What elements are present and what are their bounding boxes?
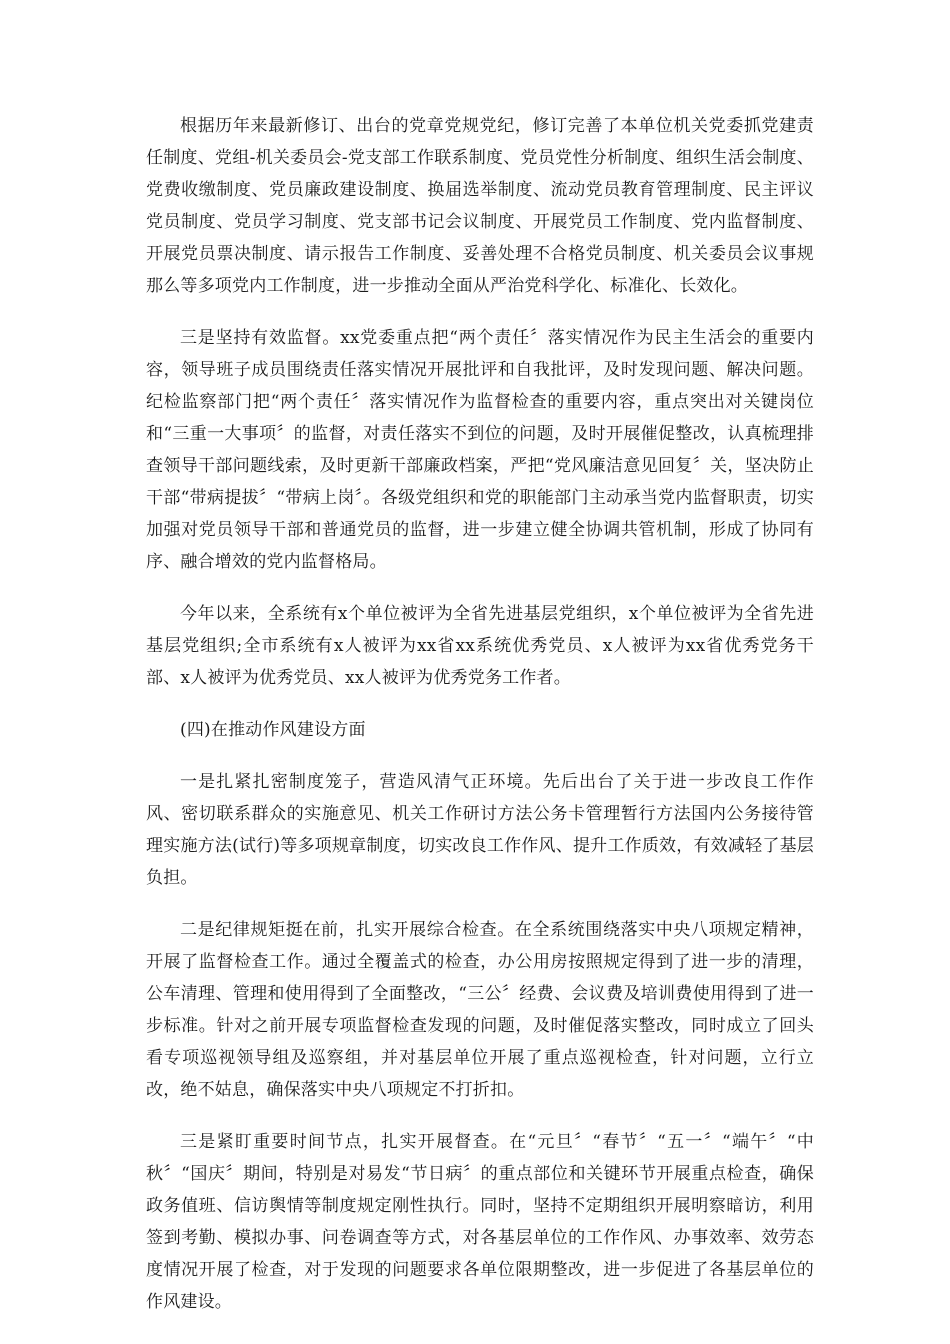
paragraph-holiday-supervision: 三是紧盯重要时间节点，扎实开展督查。在“元旦〞“春节〞“五一〞“端午〞“中秋〞“国庆〞期间，特别是对易发“节日病〞的重点部位和关键环节开展重点检查，确保政务值班、信访舆情等制度规定刚性执行。同时，坚持不定期组织开展明察暗访，利用签到考勤、模拟办事、问卷调查等方式，对各基层单位的工作作风、办事效率、效劳态度情况开展了检查，对于发现的问题要求各单位限期整改，进一步促进了各基层单位的作风建设。 [146, 1132, 814, 1312]
paragraph-party-regulations: 根据历年来最新修订、出台的党章党规党纪，修订完善了本单位机关党委抓党建责任制度、党组-机关委员会-党支部工作联系制度、党员党性分析制度、组织生活会制度、党费收缴制度、党员廉政建设制度、换届选举制度、流动党员教育管理制度、民主评议党员制度、党员学习制度、党支部书记会议制度、开展党员工作制度、党内监督制度、开展党员票决制度、请示报告工作制度、妥善处理不合格党员制度、机关委员会议事规那么等多项党内工作制度，进一步推动全面从严治党科学化、标准化、长效化。 [146, 116, 814, 296]
document-body [146, 110, 814, 1338]
paragraph-discipline-inspection: 二是纪律规矩挺在前，扎实开展综合检查。在全系统围绕落实中央八项规定精神，开展了监督检查工作。通过全覆盖式的检查，办公用房按照规定得到了进一步的清理，公车清理、管理和使用得到了全面整改，“三公〞经费、会议费及培训费使用得到了进一步标准。针对之前开展专项监督检查发现的问题，及时催促落实整改，同时成立了回头看专项巡视领导组及巡察组，并对基层单位开展了重点巡视检查，针对问题，立行立改，绝不姑息，确保落实中央八项规定不打折扣。 [146, 920, 814, 1100]
paragraph-awards: 今年以来，全系统有x个单位被评为全省先进基层党组织，x个单位被评为全省先进基层党组织;全市系统有x人被评为xx省xx系统优秀党员、x人被评为xx省优秀党务干部、x人被评为优秀党员、xx人被评为优秀党务工作者。 [146, 604, 814, 688]
section-heading-work-style: (四)在推动作风建设方面 [180, 720, 366, 740]
paragraph-system-cage: 一是扎紧扎密制度笼子，营造风清气正环境。先后出台了关于进一步改良工作作风、密切联系群众的实施意见、机关工作研讨方法公务卡管理暂行方法国内公务接待管理实施方法(试行)等多项规章制度，切实改良工作作风、提升工作质效，有效减轻了基层负担。 [146, 772, 814, 888]
paragraph-effective-supervision: 三是坚持有效监督。xx党委重点把“两个责任〞落实情况作为民主生活会的重要内容，领导班子成员围绕责任落实情况开展批评和自我批评，及时发现问题、解决问题。纪检监察部门把“两个责任〞落实情况作为监督检查的重要内容，重点突出对关键岗位和“三重一大事项〞的监督，对责任落实不到位的问题，及时开展催促整改，认真梳理排查领导干部问题线索，及时更新干部廉政档案，严把“党风廉洁意见回复〞关，坚决防止干部“带病提拔〞“带病上岗〞。各级党组织和党的职能部门主动承当党内监督职责，切实加强对党员领导干部和普通党员的监督，进一步建立健全协调共管机制，形成了协同有序、融合增效的党内监督格局。 [146, 328, 814, 572]
